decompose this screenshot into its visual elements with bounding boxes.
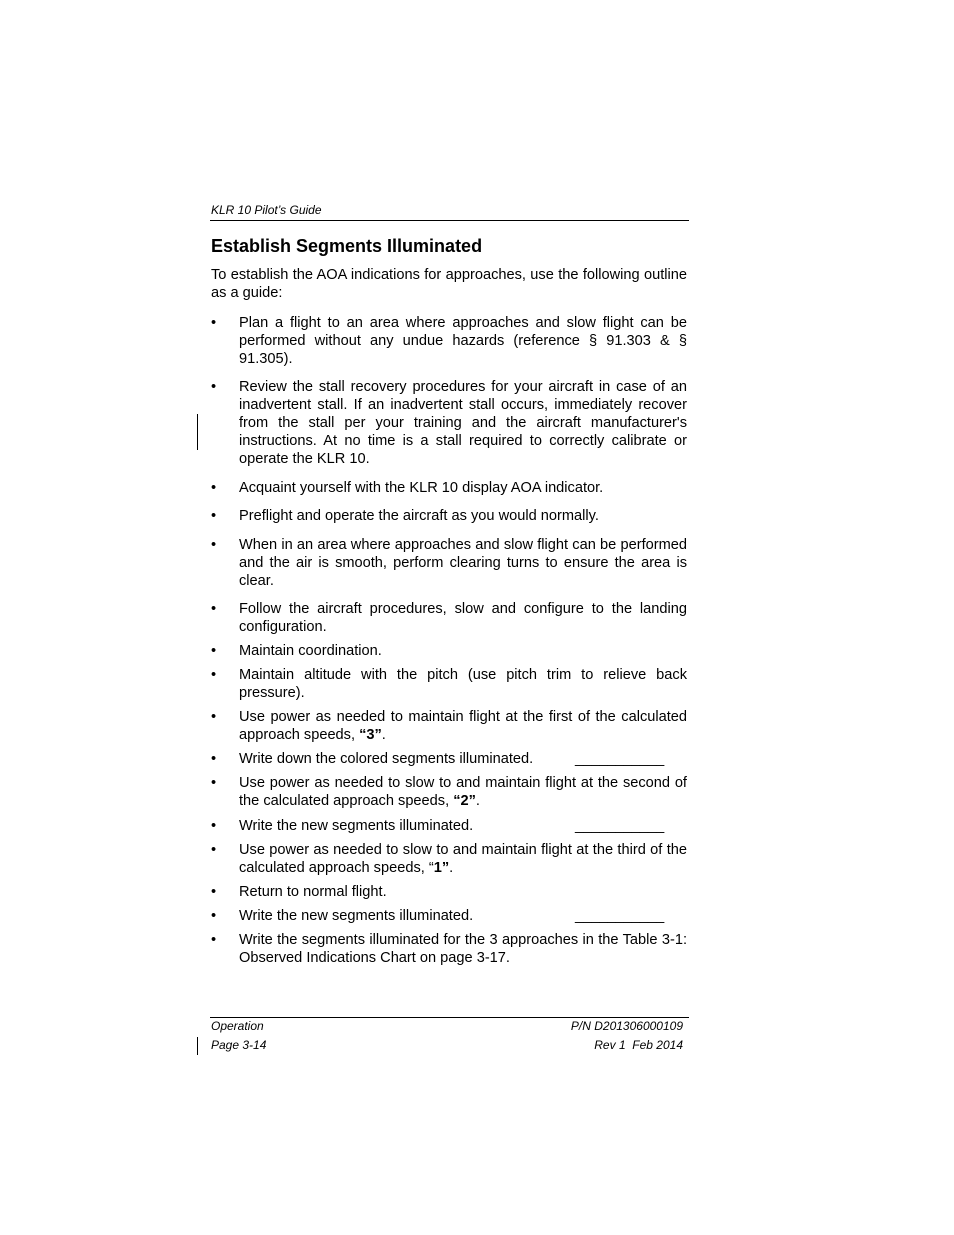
bullet-text [239, 708, 687, 744]
bullet-marker: • [211, 884, 217, 900]
list-item [211, 774, 687, 810]
bullet-text [239, 883, 687, 901]
bullet-text-end: . [449, 860, 454, 876]
bullet-text [239, 314, 687, 368]
bullet-text [239, 774, 687, 810]
intro-paragraph: To establish the AOA indications for approaches, use the following outline as a guide: [211, 267, 687, 301]
bullet-text-main: Use power as needed to slow to and maintain flight at the second of the calculated approach speeds, [239, 775, 687, 809]
bullet-marker: • [211, 379, 217, 395]
bullet-marker: • [211, 480, 217, 496]
bullet-text [239, 841, 687, 877]
list-item [211, 817, 687, 835]
bullet-text [239, 931, 687, 967]
bullet-marker: • [211, 842, 217, 858]
bullet-marker: • [211, 932, 217, 948]
bullet-text-main: Review the stall recovery procedures for your aircraft in case of an inadvertent stall. If an inadvertent stall occurs, immediately recover from the stall per your training and the aircraft manufacturer's instructions. At no time is a stall required to correctly calibrate or operate the KLR 10. [239, 379, 687, 467]
bullet-text-end: . [381, 727, 386, 743]
bullet-text-main: Write down the colored segments illuminated. [239, 751, 534, 767]
bullet-marker: • [211, 508, 217, 524]
bullet-marker: • [211, 601, 217, 617]
bullet-text-main: Acquaint yourself with the KLR 10 display AOA indicator. [239, 480, 604, 496]
change-bar [197, 1037, 198, 1055]
list-item [211, 931, 687, 967]
footer-part-number: P/N D201306000109 [570, 1019, 683, 1033]
bullet-text [239, 642, 687, 660]
bullet-text [239, 479, 687, 497]
answer-blank: ___________ [575, 818, 665, 834]
bullet-text [239, 600, 687, 636]
bullet-text [239, 536, 687, 590]
list-item [211, 507, 687, 525]
footer-section: Operation [211, 1019, 264, 1033]
answer-blank: ___________ [575, 908, 665, 924]
bullet-marker: • [211, 818, 217, 834]
bullet-text-main: Write the segments illuminated for the 3 approaches in the Table 3-1: Observed Indications Chart on page 3-17. [239, 932, 687, 966]
header-divider [210, 220, 689, 221]
list-item [211, 600, 687, 636]
list-item [211, 536, 687, 590]
bullet-text-main: Plan a flight to an area where approaches and slow flight can be performed without any undue hazards (reference § 91.303 & § 91.305). [239, 315, 687, 367]
bullet-marker: • [211, 751, 217, 767]
bullet-marker: • [211, 667, 217, 683]
bullet-text-main: Preflight and operate the aircraft as you would normally. [239, 508, 599, 524]
approach-speed-label: 1” [433, 860, 450, 876]
list-item [211, 642, 687, 660]
bullet-text-main: Write the new segments illuminated. [239, 908, 474, 924]
approach-speed-label: “2” [453, 793, 476, 809]
bullet-text-main: Follow the aircraft procedures, slow and configure to the landing configuration. [239, 601, 687, 635]
list-item [211, 750, 687, 768]
footer-page-number: Page 3-14 [211, 1038, 267, 1052]
footer-revision: Rev 1 Feb 2014 [594, 1038, 683, 1052]
list-item [211, 841, 687, 877]
bullet-marker: • [211, 315, 217, 331]
bullet-text-main: Return to normal flight. [239, 884, 387, 900]
list-item [211, 907, 687, 925]
bullet-marker: • [211, 908, 217, 924]
bullet-text-main: Use power as needed to slow to and maintain flight at the third of the calculated approach speeds, “ [239, 842, 687, 876]
bullet-marker: • [211, 709, 217, 725]
bullet-text-end: . [475, 793, 480, 809]
running-header: KLR 10 Pilot’s Guide [211, 203, 322, 217]
bullet-text-main: Maintain coordination. [239, 643, 382, 659]
answer-blank: ___________ [575, 751, 665, 767]
bullet-marker: • [211, 537, 217, 553]
bullet-text-main: Use power as needed to maintain flight at the first of the calculated approach speeds, [239, 709, 687, 743]
list-item [211, 479, 687, 497]
list-item [211, 314, 687, 368]
bullet-text-main: Write the new segments illuminated. [239, 818, 474, 834]
bullet-text [239, 507, 687, 525]
list-item [211, 883, 687, 901]
footer-divider [210, 1017, 689, 1018]
approach-speed-label: “3” [359, 727, 382, 743]
bullet-text-main: Maintain altitude with the pitch (use pitch trim to relieve back pressure). [239, 667, 687, 701]
change-bar [197, 414, 198, 450]
list-item [211, 378, 687, 468]
section-title: Establish Segments Illuminated [211, 236, 483, 256]
list-item [211, 666, 687, 702]
bullet-text [239, 666, 687, 702]
bullet-text-main: When in an area where approaches and slow flight can be performed and the air is smooth, perform clearing turns to ensure the area is clear. [239, 537, 687, 589]
bullet-marker: • [211, 775, 217, 791]
bullet-text [239, 378, 687, 468]
list-item [211, 708, 687, 744]
bullet-marker: • [211, 643, 217, 659]
